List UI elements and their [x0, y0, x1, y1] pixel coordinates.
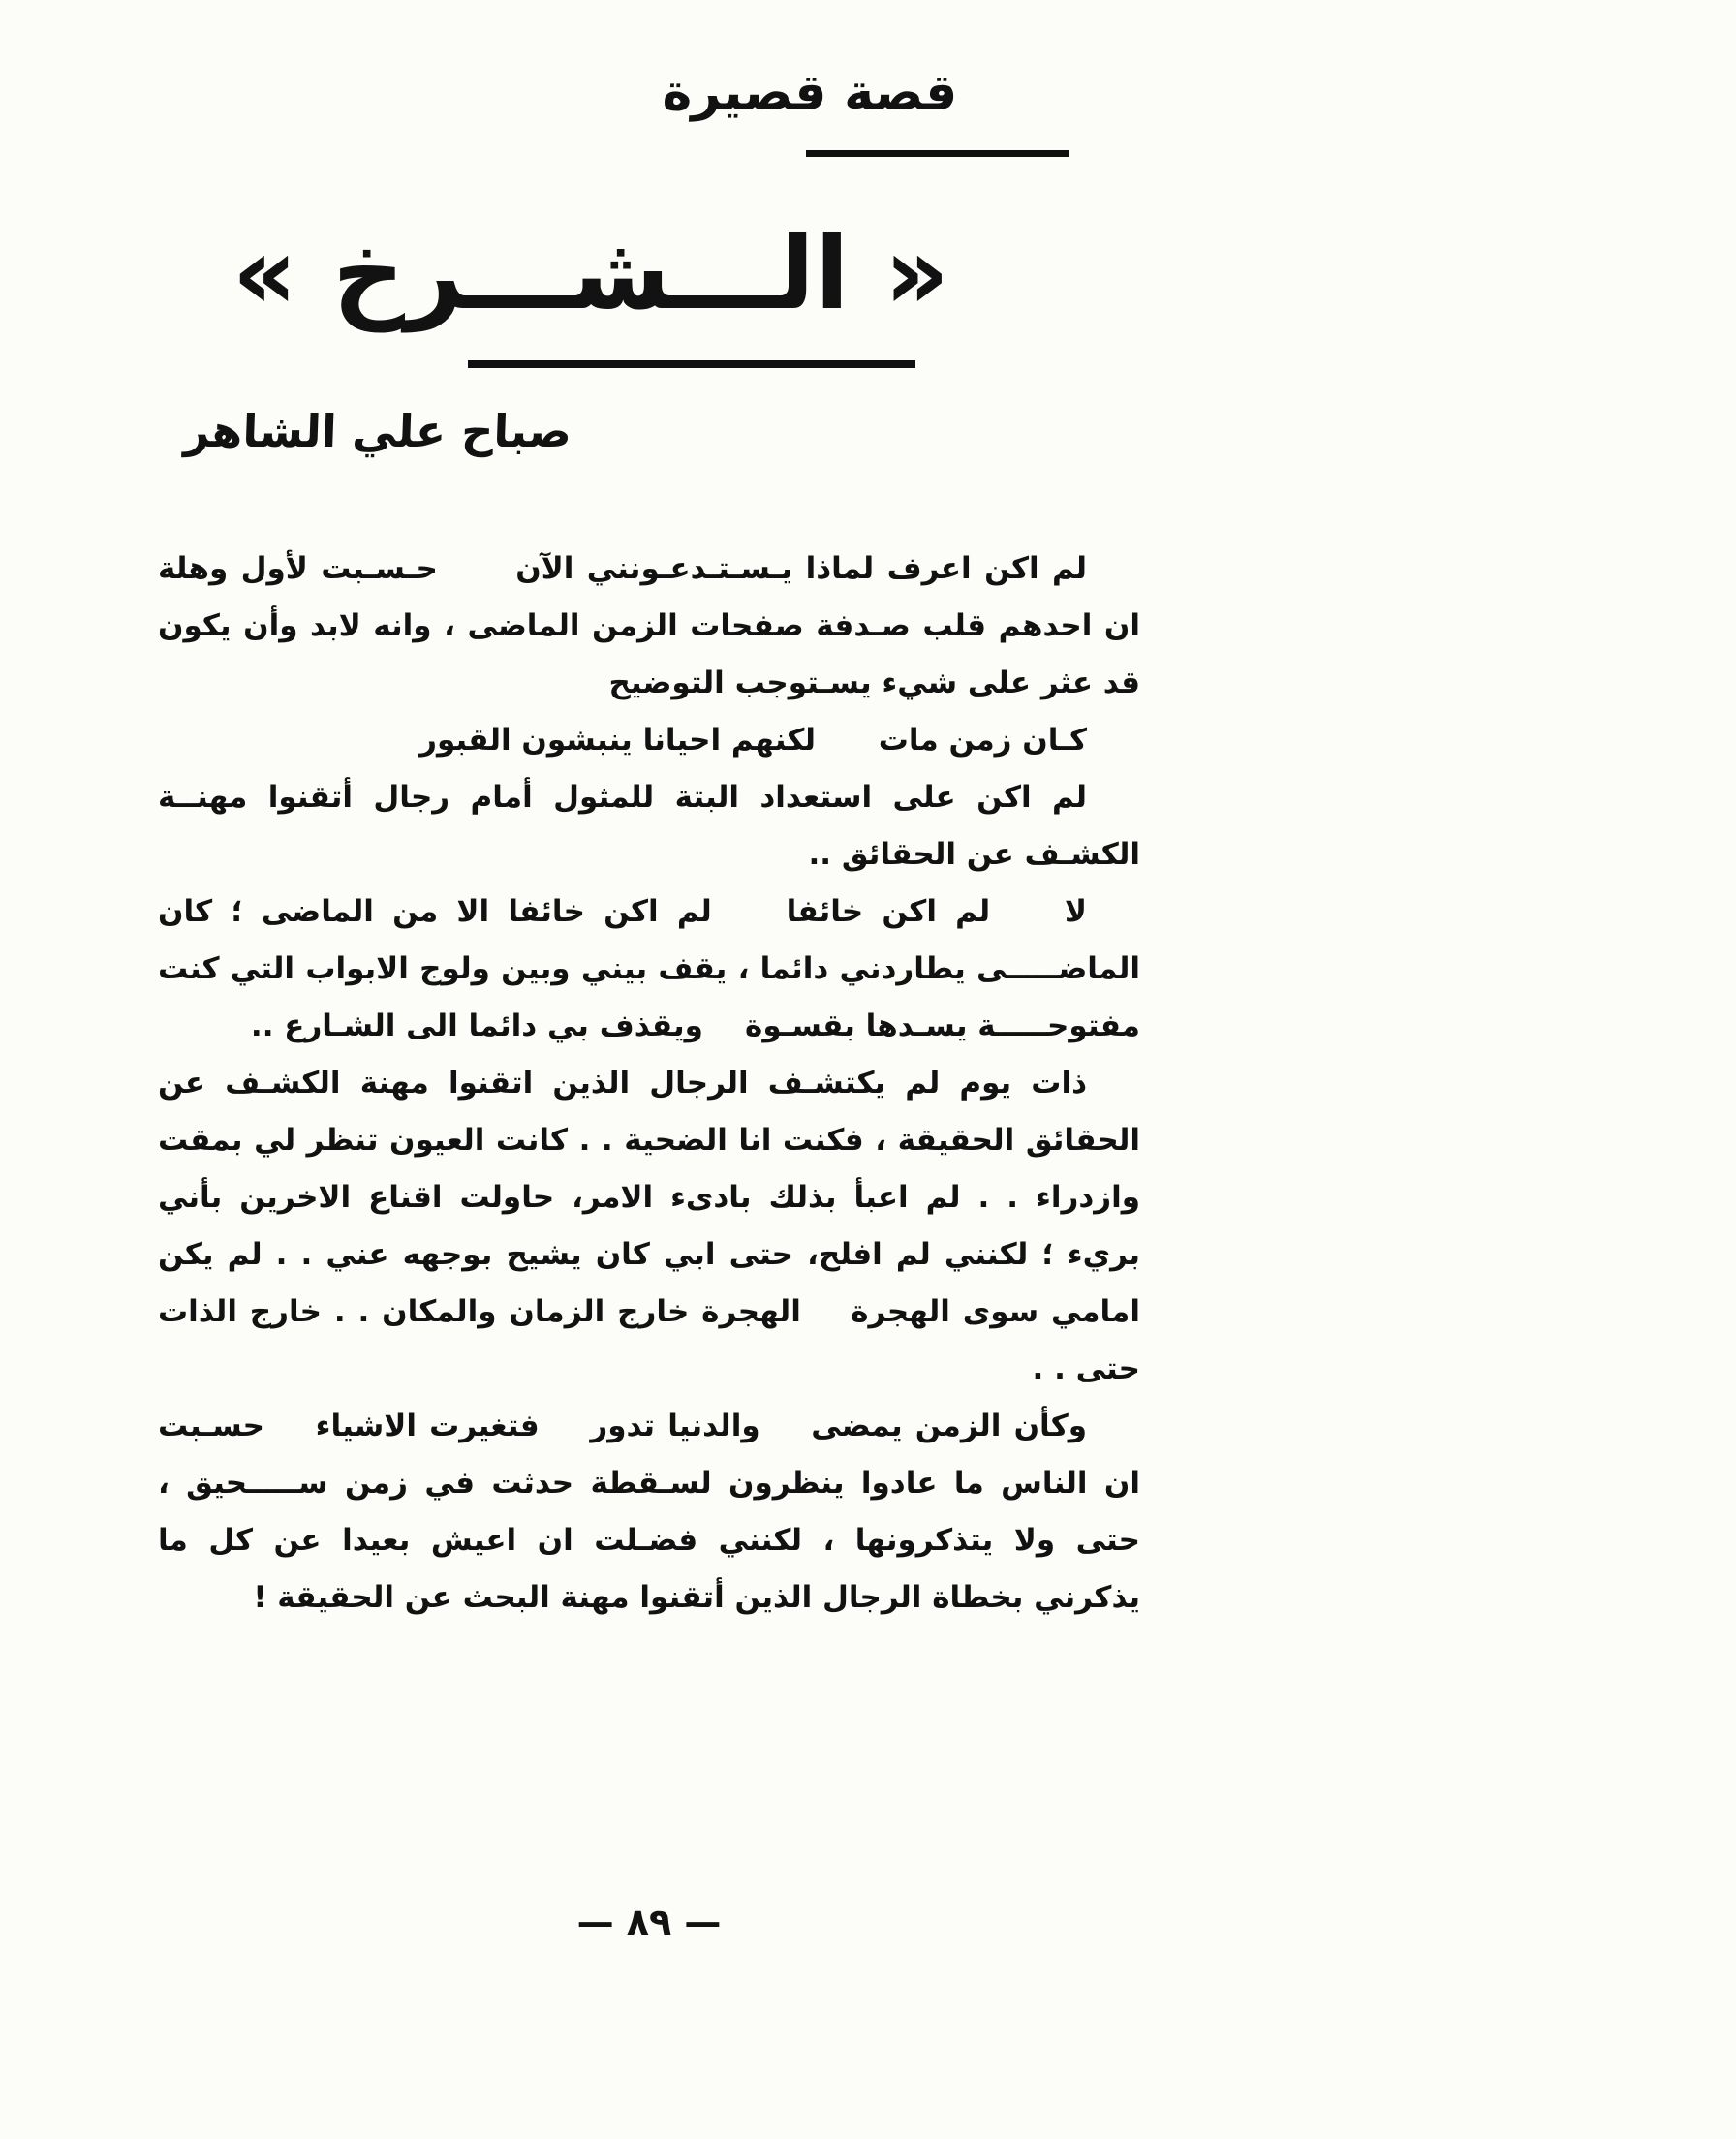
story-paragraph: لا لم اكن خائفا لم اكن خائفا الا من الماضى ؛ كان الماضـــــى يطاردني دائما ، يقف بيني وبين ولوج الابواب التي كنت مفتوحـــــة يسـدها بقسـوة ويقذف بي دائما الى الشـارع ..: [158, 894, 1140, 1043]
story-body: [158, 541, 1140, 1627]
category-label: قصة قصيرة: [661, 64, 960, 122]
title-block: [232, 214, 949, 332]
category-underline: [806, 150, 1070, 157]
story-paragraph: ذات يوم لم يكتشـف الرجال الذين اتقنوا مهنة الكشـف عن الحقائق الحقيقة ، فكنت انا الضحية . . كانت العيون تنظر لي بمقت وازدراء . . لم اعبأ بذلك بادىء الامر، حاولت اقناع الاخرين بأني بريء ؛ لكنني لم افلح، حتى ابي كان يشيح بوجهه عني . . لم يكن امامي سوى الهجرة الهجرة خارج الزمان والمكان . . خارج الذات حتى . .: [158, 1066, 1140, 1386]
story-paragraph: كـان زمن مات لكنهم احيانا ينبشون القبور: [419, 723, 1087, 758]
title-underline: [468, 360, 915, 368]
story-paragraph: لم اكن اعرف لماذا يـسـتـدعـونني الآن حـسـبت لأول وهلة ان احدهم قلب صـدفة صفحات الزمن الماضى ، وانه لابد وأن يكون قد عثر على شيء يسـتوجب التوضيح: [158, 551, 1140, 700]
story-paragraph: لم اكن على استعداد البتة للمثول أمام رجال أتقنوا مهنــة الكشـف عن الحقائق ..: [158, 780, 1140, 872]
author-name: صباح علي الشاهر: [182, 405, 573, 457]
story-paragraph: وكأن الزمن يمضى والدنيا تدور فتغيرت الاشياء حسـبت ان الناس ما عادوا ينظرون لسـقطة حدثت في زمن ســـــحيق ، حتى ولا يتذكرونها ، لكنني فضـلت ان اعيش بعيدا عن كل ما يذكرني بخطاة الرجال الذين أتقنوا مهنة البحث عن الحقيقة !: [158, 1409, 1140, 1615]
story-title: « الـــشـــرخ »: [232, 214, 949, 332]
page-number: — ٨٩ —: [576, 1901, 722, 1943]
